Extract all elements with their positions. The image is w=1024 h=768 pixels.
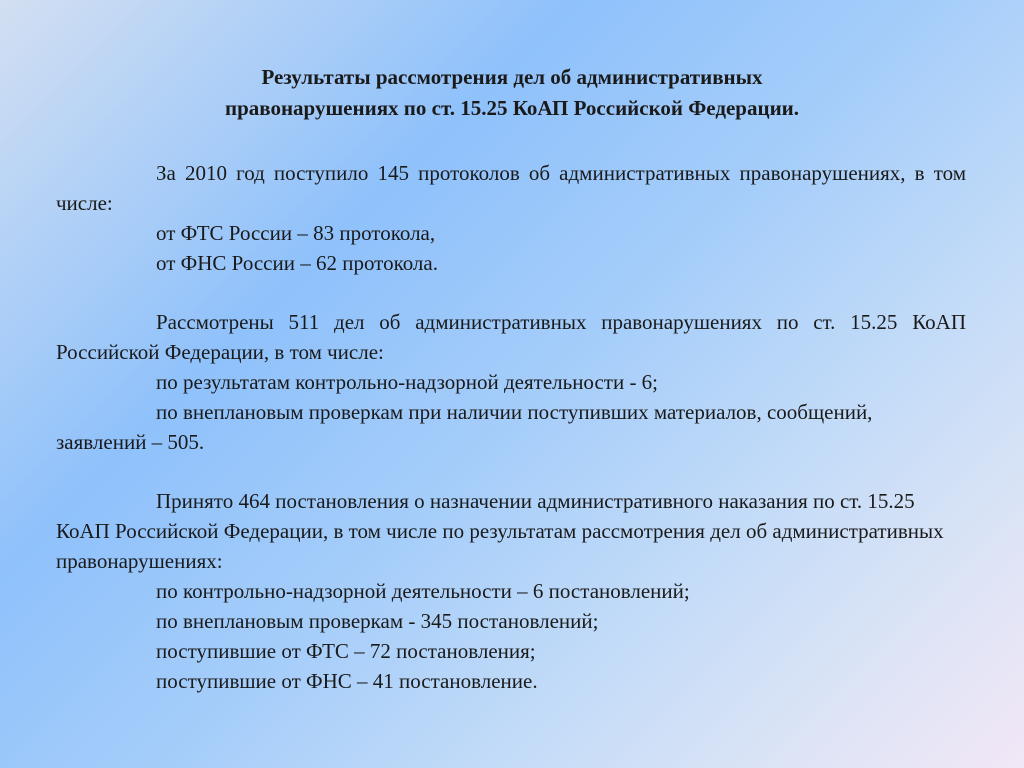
list-item: от ФНС России – 62 протокола. [156, 251, 438, 275]
slide-title-line-2: правонарушениях по ст. 15.25 КоАП Российской Федерации. [224, 96, 800, 120]
section-lead: За 2010 год поступило 145 протоколов об административных правонарушениях, в том числе: [56, 161, 966, 215]
slide-title-line-1: Результаты рассмотрения дел об административных [261, 65, 763, 89]
list-item: от ФТС России – 83 протокола, [156, 221, 436, 245]
list-item: по контрольно-надзорной деятельности – 6 постановлений; [156, 579, 690, 603]
paragraph-gap [56, 457, 966, 486]
slide-title [60, 62, 964, 124]
list-item: по внеплановым проверкам при наличии поступивших материалов, сообщений, заявлений – 505. [56, 400, 873, 454]
list-item: поступившие от ФНС – 41 постановление. [156, 669, 538, 693]
list-item: по результатам контрольно-надзорной деятельности - 6; [156, 370, 659, 394]
section-cases [56, 307, 966, 457]
section-protocols [56, 158, 966, 278]
paragraph-gap [56, 278, 966, 307]
list-item: поступившие от ФТС – 72 постановления; [156, 639, 536, 663]
section-lead: Принято 464 постановления о назначении административного наказания по ст. 15.25 КоАП Российской Федерации, в том числе по результатам рассмотрения дел об административных правонарушениях: [56, 489, 944, 573]
list-item: по внеплановым проверкам - 345 постановлений; [156, 609, 599, 633]
section-resolutions [56, 486, 966, 696]
slide-body [56, 158, 966, 696]
section-lead: Рассмотрены 511 дел об административных правонарушениях по ст. 15.25 КоАП Российской Федерации, в том числе: [56, 310, 966, 364]
